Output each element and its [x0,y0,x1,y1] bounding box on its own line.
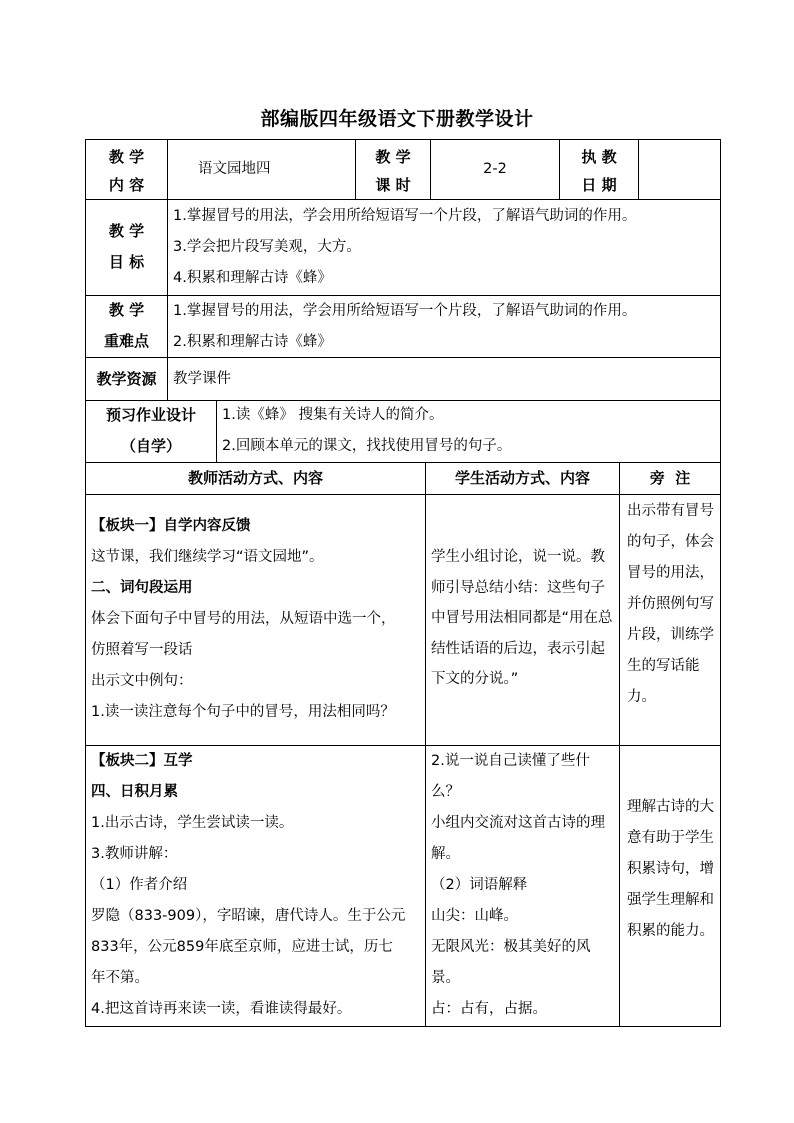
goal-item: 4.积累和理解古诗《蜂》 [173,270,332,286]
keypoints-label-line1: 教 学 [108,301,145,319]
block2-line: 3.教师讲解： [91,846,178,862]
block2-student-item: （2）词语解释 [431,877,528,893]
block2-note: 理解古诗的大意有助于学生积累诗句，增强学生理解和积累的能力。 [627,799,714,939]
block2-heading: 【板块二】互学 [91,753,193,769]
date-label-line2: 日 期 [581,176,617,194]
block2-student-item: 2.说一说自己读懂了些什么？ [431,753,590,800]
goals-list [173,201,636,294]
block1-heading: 【板块一】自学内容反馈 [91,518,251,534]
keypoints-label-line2: 重难点 [103,332,149,350]
keypoints-list [173,296,636,358]
block2-student-item: 无限风光：极其美好的风景。 [431,939,591,986]
block2-line: 1.出示古诗，学生尝试读一读。 [91,815,294,831]
goal-item: 3.学会把片段写美观，大方。 [173,239,361,255]
document-title: 部编版四年级语文下册教学设计 [260,108,534,130]
block2-student-item: 小组内交流对这首古诗的理解。 [431,815,605,862]
date-label [560,143,638,199]
content-label-line1: 教 学 [108,148,145,166]
goals-label-line2: 目 标 [108,253,145,271]
goal-item: 1.掌握冒号的用法，学会用所给短语写一个片段，了解语气助词的作用。 [173,208,637,224]
block2-student-item: 山尖：山峰。 [431,908,518,924]
resources-label: 教学资源 [96,370,157,388]
notes-column-header: 旁 注 [649,469,691,487]
preview-label [86,400,216,462]
block1-line: 这节课，我们继续学习“语文园地”。 [91,549,324,565]
block2-line: 833年，公元859年底至京师，应进士试，历七 [91,939,393,955]
goals-label-line1: 教 学 [108,222,145,240]
hours-value: 2-2 [483,161,507,177]
resources-value: 教学课件 [173,371,231,387]
preview-label-line2: （自学） [120,437,181,455]
block2-line: 年不第。 [91,970,149,986]
block2-student-item: 占：占有，占据。 [431,1001,547,1017]
block1-student: 学生小组讨论，说一说。教师引导总结小结：这些句子中冒号用法相同都是“用在总结性话语的后边，表示引起下文的分说。” [431,549,613,687]
content-label [86,143,167,199]
hours-label-line2: 课 时 [375,176,411,194]
hours-label [356,143,430,199]
content-value: 语文园地四 [198,161,271,177]
block1-subheading: 二、词句段运用 [91,580,193,596]
block1-note: 出示带有冒号的句子，体会冒号的用法，并仿照例句写片段，训练学生的写话能力。 [627,503,714,705]
preview-list [222,400,511,462]
preview-item: 2.回顾本单元的课文，找找使用冒号的句子。 [222,438,512,454]
block1-teacher [91,511,396,728]
block2-teacher [91,746,405,1025]
keypoints-label [86,295,167,357]
keypoint-item: 2.积累和理解古诗《蜂》 [173,334,332,350]
block1-line: 体会下面句子中冒号的用法，从短语中选一个， [91,611,396,627]
block1-line: 1.读一读注意每个句子中的冒号，用法相同吗？ [91,704,395,720]
block2-student [431,746,617,1025]
preview-label-line1: 预习作业设计 [105,406,196,424]
keypoint-item: 1.掌握冒号的用法，学会用所给短语写一个片段，了解语气助词的作用。 [173,303,637,319]
student-column-header: 学生活动方式、内容 [454,469,590,487]
hours-label-line1: 教 学 [375,148,411,166]
content-label-line2: 内 容 [108,176,145,194]
block2-line: 4.把这首诗再来读一读，看谁读得最好。 [91,1001,352,1017]
block2-line: （1）作者介绍 [91,877,188,893]
date-label-line1: 执 教 [581,148,617,166]
preview-item: 1.读《蜂》 搜集有关诗人的简介。 [222,407,444,423]
teacher-column-header: 教师活动方式、内容 [187,469,323,487]
block2-subheading: 四、日积月累 [91,784,178,800]
block1-line: 出示文中例句： [91,673,193,689]
goals-label [86,216,167,278]
block2-line: 罗隐（833-909），字昭谏，唐代诗人。生于公元 [91,908,406,924]
block1-line: 仿照着写一段话 [91,642,193,658]
